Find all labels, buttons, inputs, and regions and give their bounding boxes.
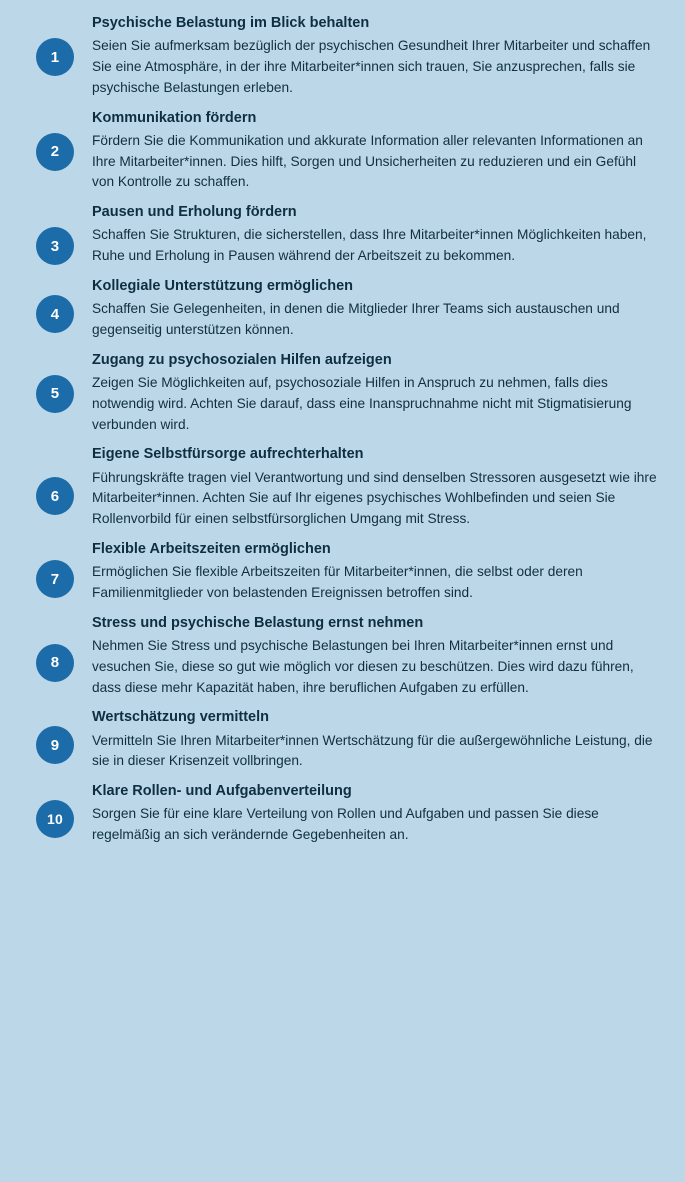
item-title: Zugang zu psychosozialen Hilfen aufzeigen [92,351,392,368]
item-text [92,782,667,846]
item-title: Pausen und Erholung fördern [92,204,297,221]
item-title: Wertschätzung vermitteln [92,709,269,726]
item-description: Zeigen Sie Möglichkeiten auf, psychosoziale Hilfen in Anspruch zu nehmen, falls dies notwendig wird. Achten Sie darauf, dass eine Inanspruchnahme nicht mit Stigmatisierung verbunden wird. [92,374,632,432]
badge-container [18,445,92,515]
item-description: Schaffen Sie Gelegenheiten, in denen die Mitglieder Ihrer Teams sich austauschen und gegenseitig unterstützen können. [92,301,620,337]
item-number-badge: 9 [36,726,74,764]
item-description: Vermitteln Sie Ihren Mitarbeiter*innen Wertschätzung für die außergewöhnliche Leistung, die sie in dieser Krisenzeit vollbringen. [92,732,653,769]
item-text [92,708,667,772]
list-item [18,109,667,194]
badge-container [18,109,92,171]
item-title: Kommunikation fördern [92,109,257,126]
item-number-badge: 2 [36,133,74,171]
item-number-badge: 4 [36,295,74,333]
list-item [18,708,667,772]
badge-container [18,351,92,413]
badge-container [18,782,92,838]
item-number-badge: 6 [36,477,74,515]
item-number-badge: 8 [36,644,74,682]
item-title: Psychische Belastung im Blick behalten [92,15,370,31]
item-description: Fördern Sie die Kommunikation und akkurate Information aller relevanten Informationen an Ihre Mitarbeiter*innen. Dies hilft, Sorgen und Unsicherheiten zu reduzieren und ein Gefühl von Kontrolle zu schaffen. [92,132,643,190]
item-description: Führungskräfte tragen viel Verantwortung und sind denselben Stressoren ausgesetzt wie ihre Mitarbeiter*innen. Achten Sie auf Ihr eigenes psychisches Wohlbefinden und seien Sie Rollenvorbild für einen selbstfürsorglichen Umgang mit Stress. [92,469,657,527]
item-description: Schaffen Sie Strukturen, die sicherstellen, dass Ihre Mitarbeiter*innen Möglichkeiten haben, Ruhe und Erholung in Pausen während der Arbeitszeit zu bekommen. [92,227,647,264]
list-item [18,540,667,604]
badge-container [18,540,92,598]
badge-container [18,203,92,265]
list-item [18,203,667,267]
item-description: Nehmen Sie Stress und psychische Belastungen bei Ihren Mitarbeiter*innen ernst und vesuchen Sie, diese so gut wie möglich vor diesen zu beschützen. Dies wird dazu führen, dass diese mehr Kapazität haben, ihre beruflichen Aufgaben zu erfüllen. [92,637,634,695]
badge-container [18,277,92,333]
item-title: Eigene Selbstfürsorge aufrechterhalten [92,446,364,463]
list-item [18,351,667,436]
item-text [92,203,667,267]
item-number-badge: 1 [36,38,74,76]
item-text [92,109,667,194]
item-number-badge: 10 [36,800,74,838]
item-text [92,277,667,341]
list-item [18,277,667,341]
item-title: Flexible Arbeitszeiten ermöglichen [92,541,331,557]
item-description: Sorgen Sie für eine klare Verteilung von Rollen und Aufgaben und passen Sie diese regelmäßig an sich verändernde Gegebenheiten an. [92,806,599,843]
item-title: Stress und psychische Belastung ernst nehmen [92,614,424,631]
item-text [92,614,667,699]
item-description: Seien Sie aufmerksam bezüglich der psychischen Gesundheit Ihrer Mitarbeiter und schaffen Sie eine Atmosphäre, in der ihre Mitarbeiter*innen sich trauen, Sie anzusprechen, falls sie psychische Belastungen erleben. [92,38,651,95]
badge-container [18,614,92,682]
badge-container [18,708,92,764]
list-item [18,782,667,846]
item-text [92,14,667,99]
item-text [92,540,667,604]
item-title: Kollegiale Unterstützung ermöglichen [92,278,354,294]
list-item [18,445,667,530]
item-title: Klare Rollen- und Aufgabenverteilung [92,783,352,800]
item-text [92,351,667,436]
item-description: Ermöglichen Sie flexible Arbeitszeiten für Mitarbeiter*innen, die selbst oder deren Familienmitglieder von belastenden Ereignissen betroffen sind. [92,564,583,600]
badge-container [18,14,92,76]
item-number-badge: 3 [36,227,74,265]
item-number-badge: 7 [36,560,74,598]
list-item [18,614,667,699]
list-item [18,14,667,99]
item-text [92,445,667,530]
item-number-badge: 5 [36,375,74,413]
